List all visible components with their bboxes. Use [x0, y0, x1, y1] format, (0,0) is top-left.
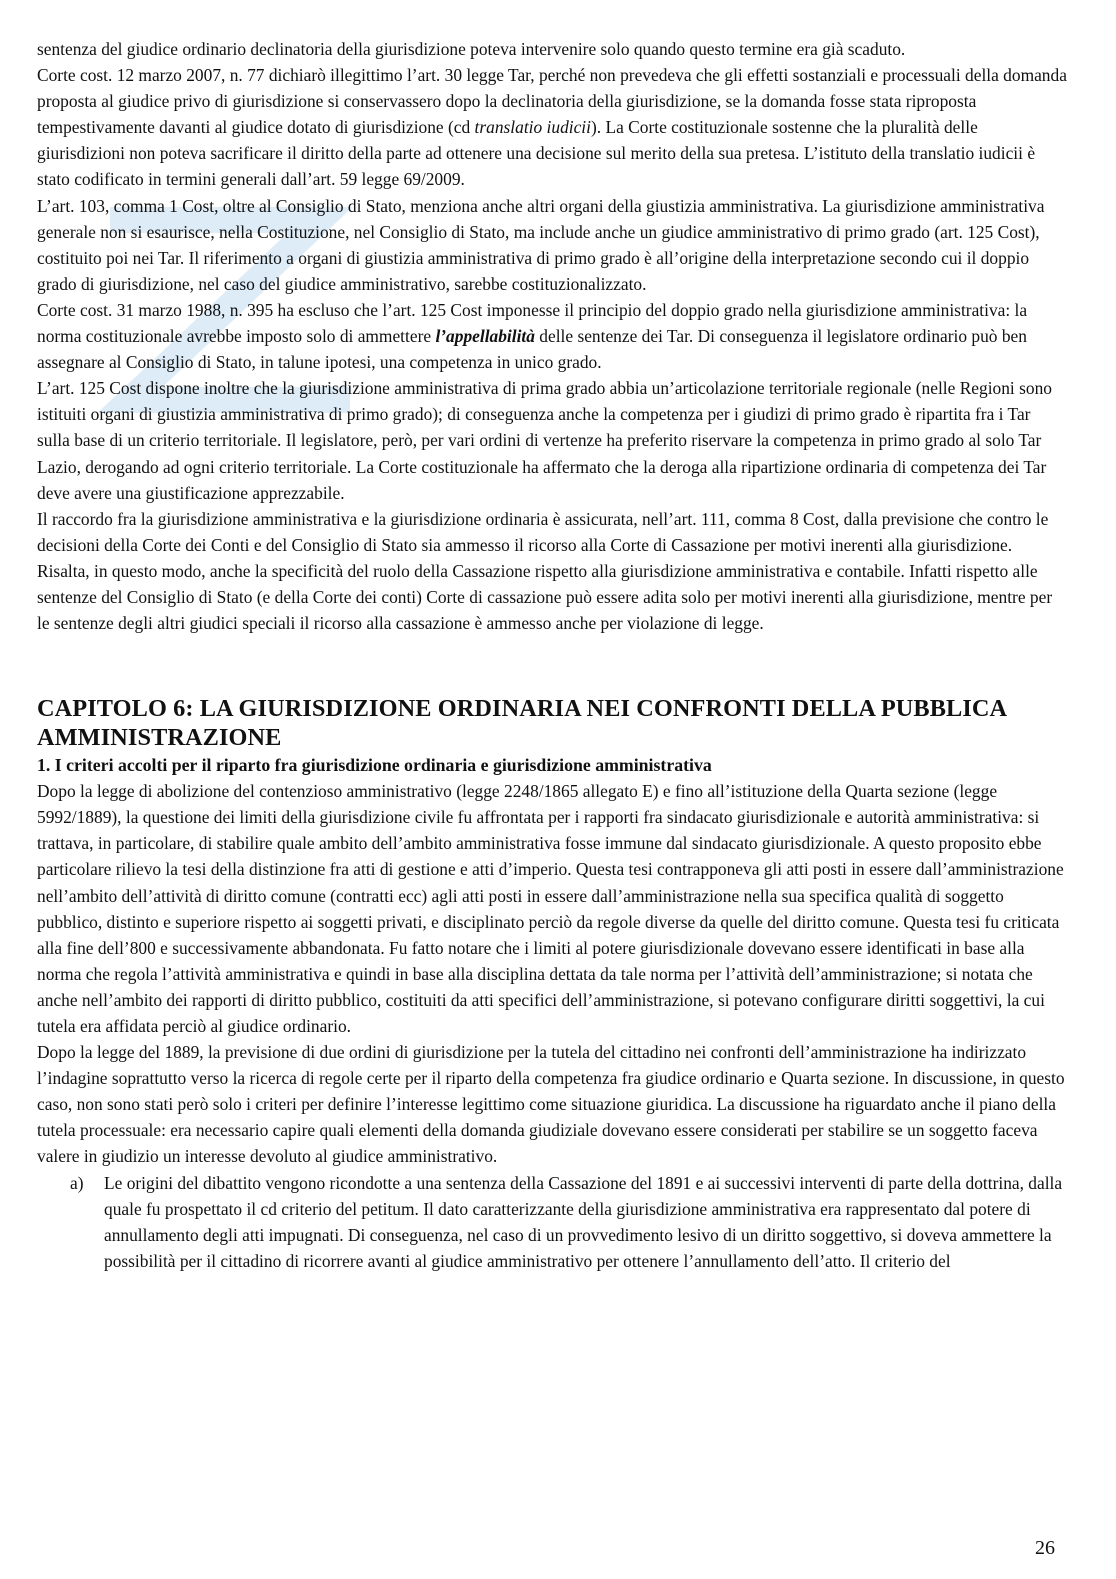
- chapter-title: CAPITOLO 6: LA GIURISDIZIONE ORDINARIA NEI CONFRONTI DELLA PUBBLICA AMMINISTRAZIONE: [37, 695, 1006, 752]
- paragraph-corte-cost-1988: [37, 297, 1067, 375]
- translatio-italic: translatio iudicii: [474, 117, 591, 138]
- paragraph-raccordo: Il raccordo fra la giurisdizione amministrativa e la giurisdizione ordinaria è assicurata, nell’art. 111, comma 8 Cost, dalla previsione che contro le decisioni della Corte dei Conti e del Consiglio di Stato sia ammesso il ricorso alla Corte di Cassazione per motivi inerenti alla giurisdizione.: [37, 508, 1049, 555]
- paragraph-corte-cost-2007-text: Corte cost. 12 marzo 2007, n. 77 dichiarò illegittimo l’art. 30 legge Tar, perché non prevedeva che gli effetti sostanziali e processuali della domanda proposta al giudice privo di giurisdizione si conservassero dopo la declinatoria della giurisdizione, se la domanda fosse stata riproposta tempestivamente davanti al giudice dotato di giurisdizione (cd: [37, 65, 1067, 138]
- paragraph-corte-cost-1988-text: Corte cost. 31 marzo 1988, n. 395 ha escluso che l’art. 125 Cost imponesse il principio del doppio grado nella giurisdizione amministrativa: la norma costituzionale avrebbe imposto solo di ammettere: [37, 299, 1028, 347]
- list-item-a: [37, 1170, 1067, 1274]
- page-number: 26: [1035, 1537, 1055, 1559]
- paragraph-legge-1889: Dopo la legge del 1889, la previsione di due ordini di giurisdizione per la tutela del cittadino nei confronti dell’amministrazione ha indirizzato l’indagine soprattutto verso la ricerca di regole certe per il riparto della competenza fra giudice ordinario e Quarta sezione. In discussione, in questo caso, non sono stati però solo i criteri per definire l’interesse legittimo come situazione giuridica. La discussione ha riguardato anche il piano della tutela processuale: era necessario capire quali elementi della domanda giudiziale dovevano essere considerati per stabilire se un soggetto faceva valere in giudizio un interesse devoluto al giudice amministrativo.: [37, 1042, 1065, 1167]
- appellabilita-bold-italic: l’appellabilità: [435, 326, 535, 347]
- paragraph-corte-cost-2007: [37, 62, 1067, 192]
- list-marker: a): [70, 1172, 84, 1193]
- paragraph-art-125: L’art. 125 Cost dispone inoltre che la giurisdizione amministrativa di prima grado abbia un’articolazione territoriale regionale (nelle Regioni sono istituiti organi di giustizia amministrativa di primo grado); di conseguenza anche la competenza per i giudizi di primo grado è ripartita fra i Tar sulla base di un criterio territoriale. Il legislatore, però, per vari ordini di vertenze ha preferito riservare la competenza in primo grado al solo Tar Lazio, derogando ad ogni criterio territoriale. La Corte costituzionale ha affermato che la deroga alla ripartizione ordinaria di competenza dei Tar deve avere una giustificazione apprezzabile.: [37, 378, 1052, 503]
- paragraph-continuation: sentenza del giudice ordinario declinatoria della giurisdizione poteva intervenire solo quando questo termine era già scaduto.: [37, 39, 906, 59]
- document-page: [37, 36, 1067, 1274]
- paragraph-risalta: Risalta, in questo modo, anche la specificità del ruolo della Cassazione rispetto alla giurisdizione amministrativa e contabile. Infatti rispetto alle sentenze del Consiglio di Stato (e della Corte dei conti) Corte di cassazione può essere adita solo per motivi inerenti alla giurisdizione, mentre per le sentenze degli altri giudici speciali il ricorso alla cassazione è ammesso anche per violazione di legge.: [37, 560, 1053, 634]
- translatio-rest: ). La Corte costituzionale sostenne che la pluralità delle giurisdizioni non poteva sacrificare il diritto della parte ad ottenere una decisione sul merito della sua pretesa. L’istituto della translatio iudicii è stato codificato in termini generali dall’art. 59 legge 69/2009.: [37, 117, 1036, 190]
- section-title: 1. I criteri accolti per il riparto fra giurisdizione ordinaria e giurisdizione amministrativa: [37, 755, 712, 776]
- paragraph-art-103: L’art. 103, comma 1 Cost, oltre al Consiglio di Stato, menziona anche altri organi della giustizia amministrativa. La giurisdizione amministrativa generale non si esaurisce, nella Costituzione, nel Consiglio di Stato, ma include anche un giudice amministrativo di primo grado (art. 125 Cost), costituito poi nei Tar. Il riferimento a organi di giustizia amministrativa di primo grado è all’origine della interpretazione secondo cui il doppio grado di giurisdizione, nel caso del giudice amministrativo, sarebbe costituzionalizzato.: [37, 195, 1045, 294]
- paragraph-abolizione: Dopo la legge di abolizione del contenzioso amministrativo (legge 2248/1865 allegato E) e fino all’istituzione della Quarta sezione (legge 5992/1889), la questione dei limiti della giurisdizione civile fu affrontata per i rapporti fra sindacato giurisdizionale e autorità amministrativa: si trattava, in particolare, di stabilire quale ambito dell’ambito amministrativa fosse immune dal sindacato giurisdizionale. A questo proposito ebbe particolare rilievo la tesi della distinzione fra atti di gestione e atti d’imperio. Questa tesi contrapponeva gli atti posti in essere dall’amministrazione nell’ambito dell’attività di diritto comune (contratti ecc) agli atti posti in essere dall’amministrazione nella sua specifica qualità di soggetto pubblico, distinto e superiore rispetto ai soggetti privati, e disciplinato perciò da regole diverse da quelle del diritto comune. Questa tesi fu criticata alla fine dell’800 e successivamente abbandonata. Fu fatto notare che i limiti al potere giurisdizionale dovevano essere identificati in base alla norma che regola l’attività amministrativa e quindi in base alla disciplina dettata da tale norma per l’attività dell’amministrazione; si notata che anche nell’ambito dei rapporti di diritto pubblico, costituiti da atti specifici dell’amministrazione, si potevano configurare diritti soggettivi, la cui tutela era affidata perciò al giudice ordinario.: [37, 781, 1064, 1036]
- appellabilita-rest: delle sentenze dei Tar. Di conseguenza il legislatore ordinario può ben assegnare al Consiglio di Stato, in talune ipotesi, una competenza in unico grado.: [37, 326, 1027, 373]
- list-item-text: Le origini del dibattito vengono ricondotte a una sentenza della Cassazione del 1891 e ai successivi interventi di parte della dottrina, dalla quale fu prospettato il cd criterio del petitum. Il dato caratterizzante della giurisdizione amministrativa era rappresentato dal potere di annullamento degli atti impugnati. Di conseguenza, nel caso di un provvedimento lesivo di un diritto soggettivo, si doveva ammettere la possibilità per il cittadino di ricorrere avanti al giudice amministrativo per ottenere l’annullamento dell’atto. Il criterio del: [104, 1172, 1063, 1271]
